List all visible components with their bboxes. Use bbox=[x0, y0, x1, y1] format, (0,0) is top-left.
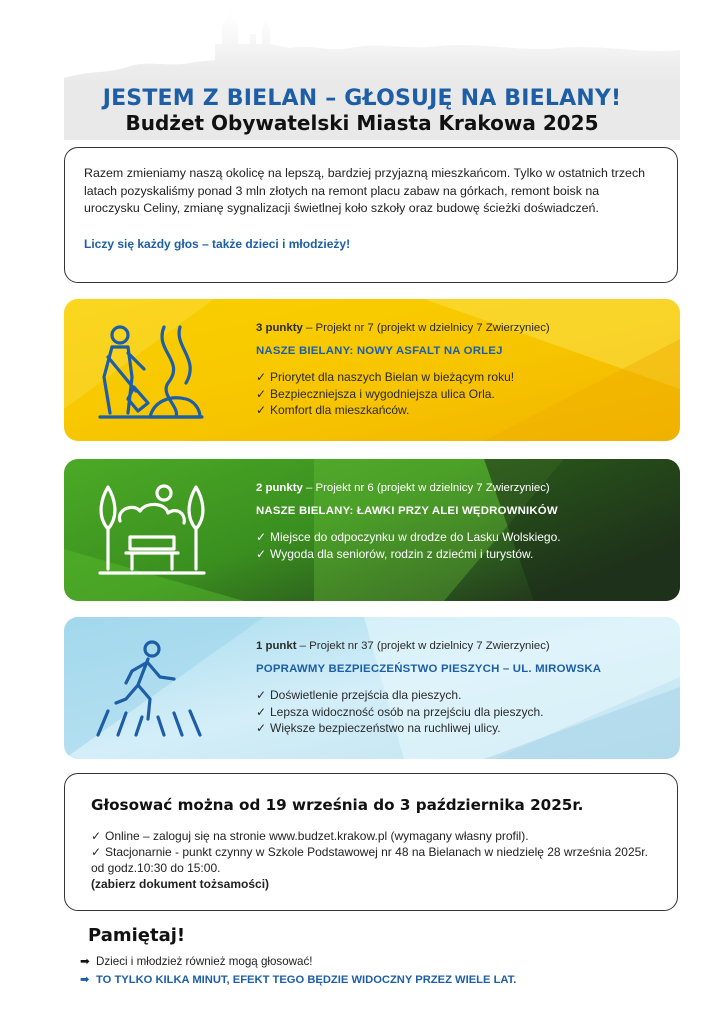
project-content bbox=[256, 639, 666, 737]
project-benefits bbox=[256, 529, 666, 562]
project-points-line bbox=[256, 321, 666, 335]
list-item: ✓ Bezpieczniejsza i wygodniejsza ulica Orla. bbox=[256, 386, 495, 401]
check-icon: ✓ bbox=[256, 546, 267, 561]
check-icon: ✓ bbox=[256, 704, 267, 719]
project-points-line bbox=[256, 481, 666, 495]
header-banner bbox=[0, 0, 724, 140]
page-subtitle: Budżet Obywatelski Miasta Krakowa 2025 bbox=[125, 111, 599, 135]
road-worker-icon bbox=[94, 321, 206, 421]
intro-box bbox=[64, 147, 678, 283]
voting-methods bbox=[91, 828, 651, 892]
page-title: JESTEM Z BIELAN – GŁOSUJĘ NA BIELANY! bbox=[102, 86, 622, 111]
points-value: 3 punkty bbox=[256, 322, 303, 334]
project-title: NASZE BIELANY: ŁAWKI PRZY ALEI WĘDROWNIKÓW bbox=[256, 505, 558, 517]
project-benefits bbox=[256, 369, 666, 419]
project-card-asphalt bbox=[64, 299, 680, 441]
points-value: 2 punkty bbox=[256, 482, 303, 494]
list-item: ✓ Lepsza widoczność osób na przejściu dla pieszych. bbox=[256, 704, 544, 719]
list-item: ✓ Komfort dla mieszkańców. bbox=[256, 403, 410, 417]
park-bench-icon bbox=[94, 481, 210, 581]
voting-stationary: ✓ Stacjonarnie - punkt czynny w Szkole Podstawowej nr 48 na Bielanach w niedzielę 28 września 2025r. od godz.10:30 do 15:00. bbox=[91, 845, 648, 875]
project-info: – Projekt nr 37 (projekt w dzielnicy 7 Zwierzyniec) bbox=[296, 640, 550, 652]
list-item: ✓ Wygoda dla seniorów, rodzin z dziećmi i turystów. bbox=[256, 546, 534, 561]
project-card-pedestrian-safety bbox=[64, 617, 680, 759]
project-card-benches bbox=[64, 459, 680, 601]
voting-info-box bbox=[64, 773, 678, 911]
project-points-line bbox=[256, 639, 666, 653]
check-icon: ✓ bbox=[256, 688, 267, 702]
project-title: POPRAWMY BEZPIECZEŃSTWO PIESZYCH – UL. MIROWSKA bbox=[256, 663, 602, 675]
project-content bbox=[256, 321, 666, 419]
project-content bbox=[256, 481, 666, 562]
remember-list bbox=[80, 952, 700, 990]
arrow-right-icon: ➡ bbox=[80, 974, 90, 986]
check-icon: ✓ bbox=[91, 845, 102, 859]
list-item: ➡ TO TYLKO KILKA MINUT, EFEKT TEGO BĘDZIE WIDOCZNY PRZEZ WIELE LAT. bbox=[80, 971, 700, 990]
list-item: ✓ Doświetlenie przejścia dla pieszych. bbox=[256, 688, 462, 702]
pedestrian-crossing-icon bbox=[94, 639, 206, 739]
list-item: ✓ Miejsce do odpoczynku w drodze do Lasku Wolskiego. bbox=[256, 530, 561, 544]
project-info: – Projekt nr 6 (projekt w dzielnicy 7 Zwierzyniec) bbox=[302, 482, 550, 494]
project-title: NASZE BIELANY: NOWY ASFALT NA ORLEJ bbox=[256, 345, 503, 357]
voting-online: ✓ Online – zaloguj się na stronie www.budzet.krakow.pl (wymagany własny profil). bbox=[91, 829, 529, 843]
check-icon: ✓ bbox=[256, 721, 267, 735]
check-icon: ✓ bbox=[256, 370, 267, 384]
check-icon: ✓ bbox=[256, 403, 267, 417]
check-icon: ✓ bbox=[91, 829, 102, 843]
intro-text: Razem zmieniamy naszą okolicę na lepszą, bardziej przyjazną mieszkańcom. Tylko w ostatnich trzech latach pozyskaliśmy ponad 3 mln złotych na remont placu zabaw na górkach, remont boisk na uroczysku Celiny, zmianę sygnalizacji świetlnej koło szkoły oraz budowę ścieżki doświadczeń. bbox=[84, 166, 646, 215]
voting-note: (zabierz dokument tożsamości) bbox=[91, 877, 270, 891]
project-info: – Projekt nr 7 (projekt w dzielnicy 7 Zwierzyniec) bbox=[302, 322, 550, 334]
list-item: ✓ Priorytet dla naszych Bielan w bieżącym roku! bbox=[256, 370, 515, 384]
list-item: ➡ Dzieci i młodzież również mogą głosować! bbox=[80, 952, 700, 971]
check-icon: ✓ bbox=[256, 530, 267, 544]
list-item: ✓ Większe bezpieczeństwo na ruchliwej ulicy. bbox=[256, 721, 501, 735]
project-benefits bbox=[256, 687, 666, 737]
arrow-right-icon: ➡ bbox=[80, 955, 90, 968]
intro-cta: Liczy się każdy głos – także dzieci i młodzieży! bbox=[84, 236, 351, 251]
check-icon: ✓ bbox=[256, 386, 267, 401]
remember-heading: Pamiętaj! bbox=[88, 925, 186, 946]
points-value: 1 punkt bbox=[256, 640, 297, 652]
voting-heading: Głosować można od 19 września do 3 października 2025r. bbox=[91, 796, 584, 814]
